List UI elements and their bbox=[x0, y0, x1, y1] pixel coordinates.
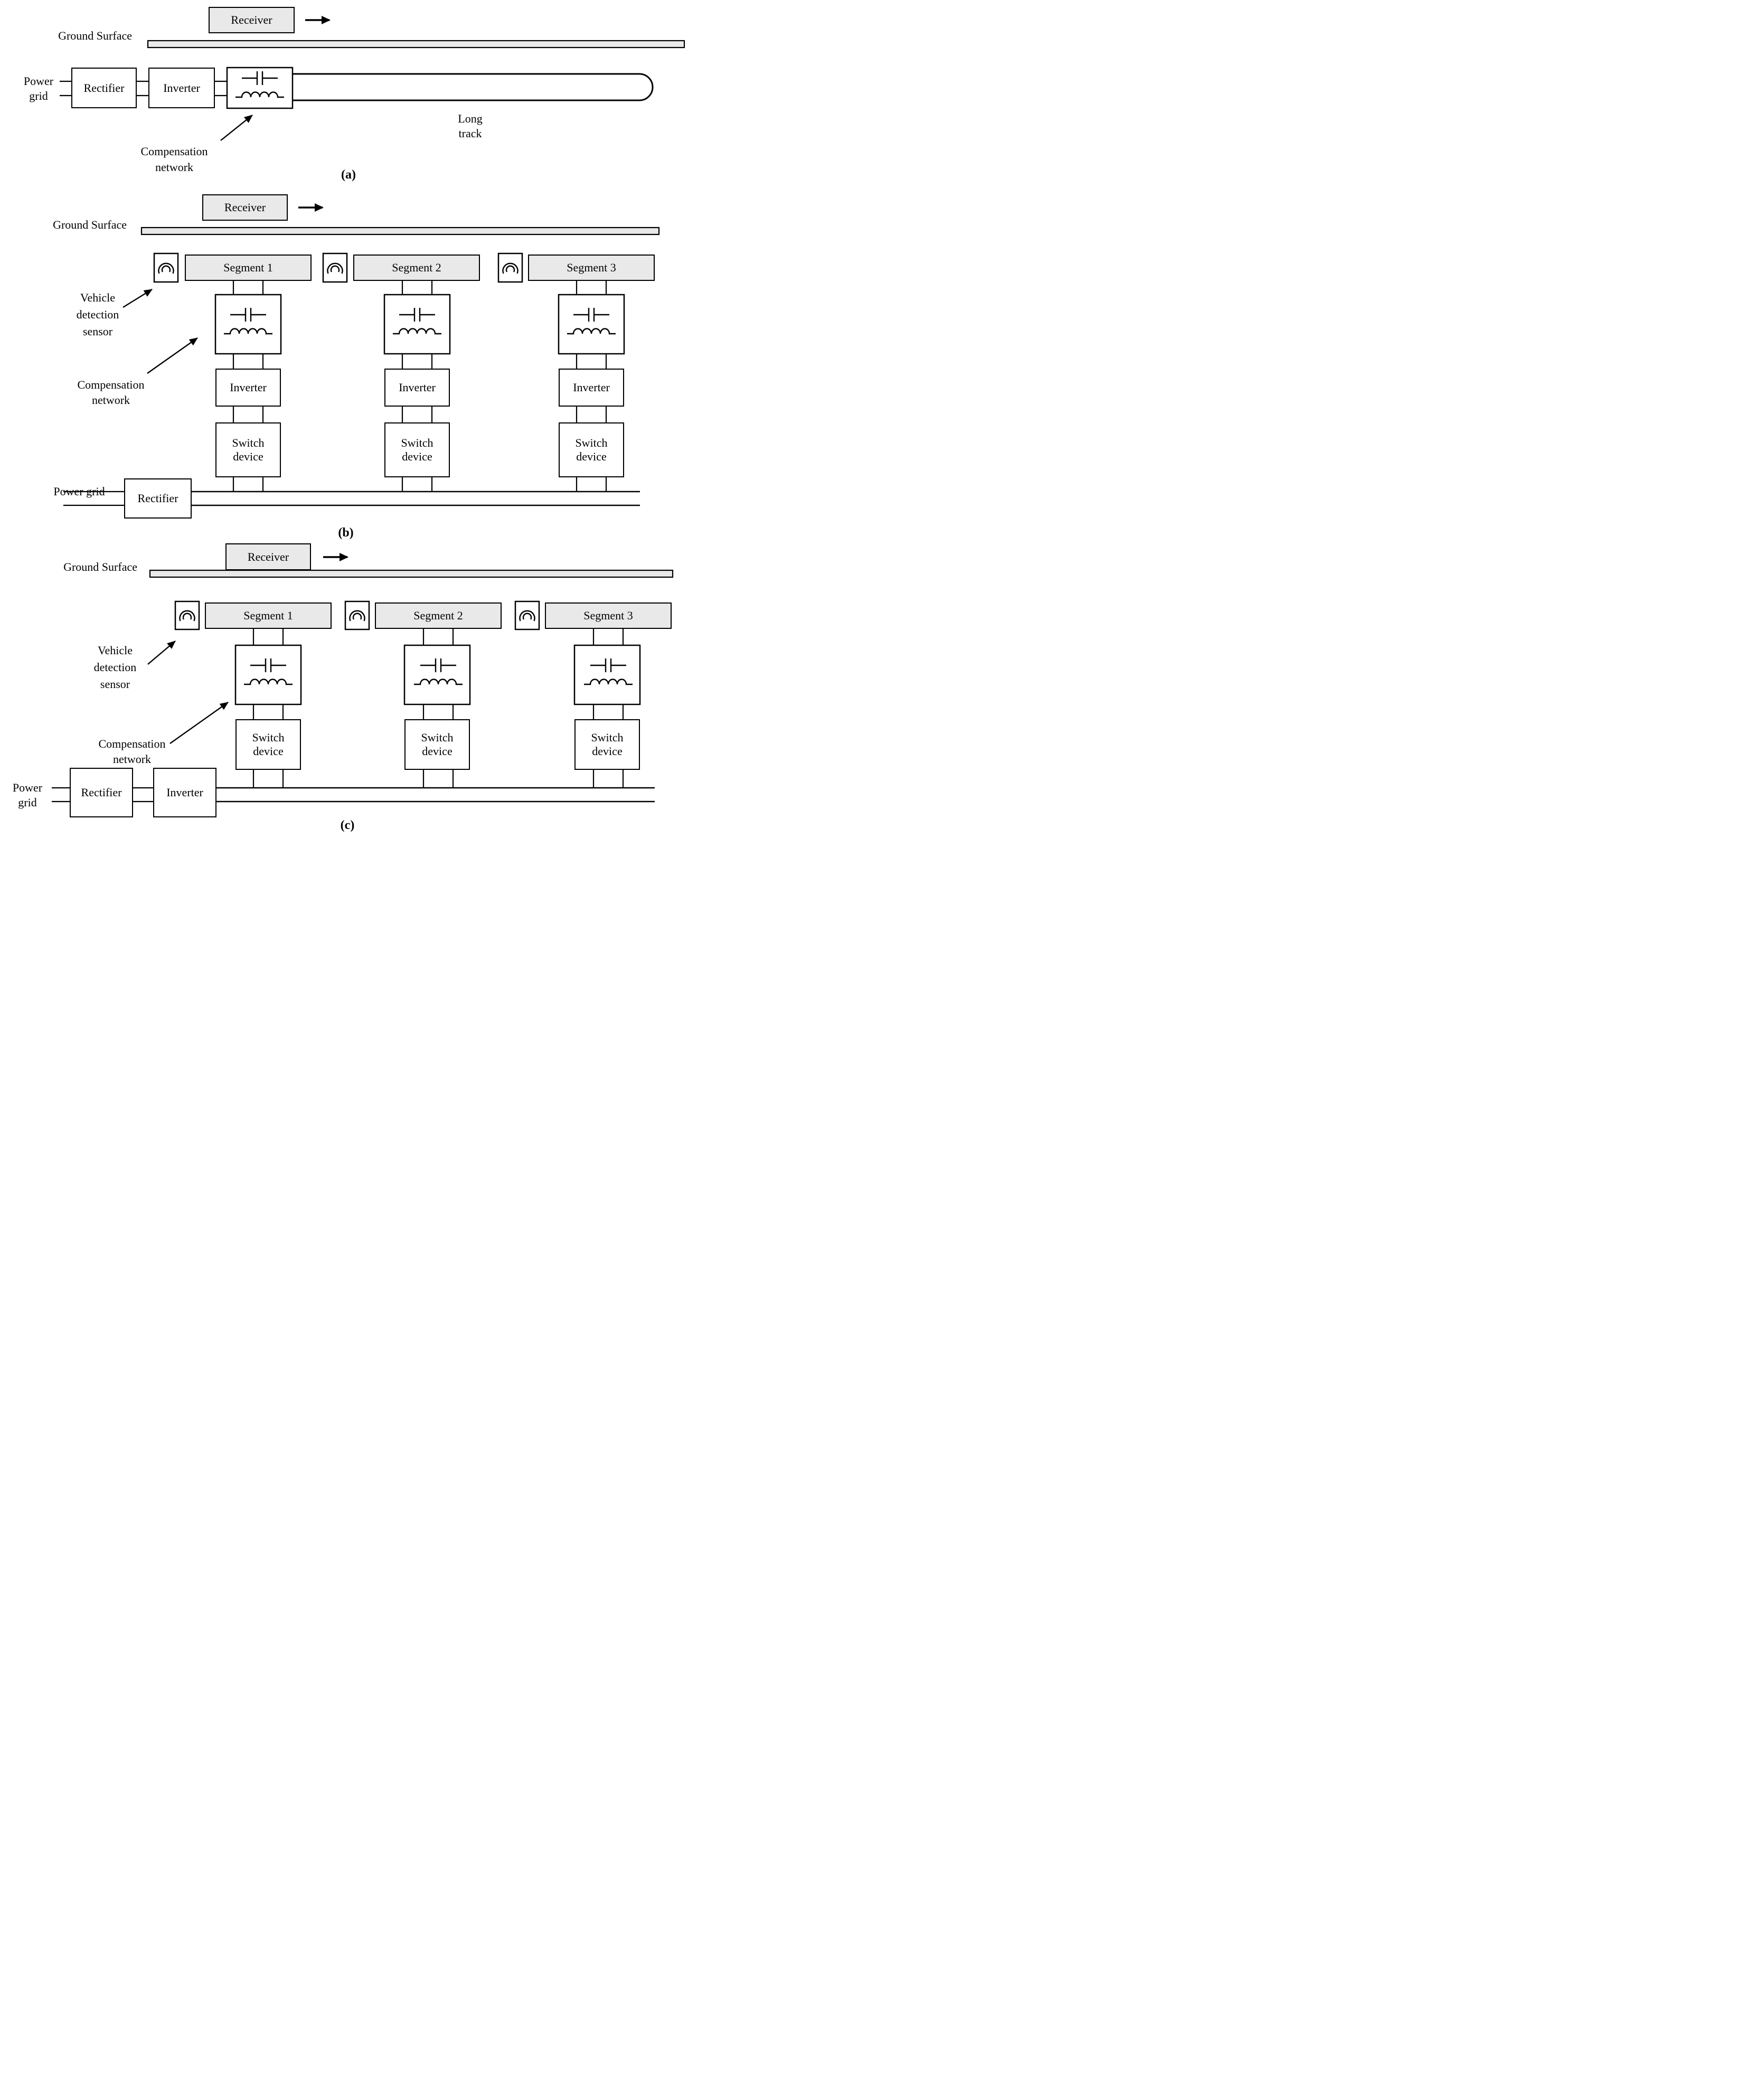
compensation-network-box bbox=[227, 68, 293, 108]
vehicle-sensor-icon bbox=[328, 263, 343, 274]
vehicle-sensor-box bbox=[154, 253, 178, 282]
wireless-charging-track-figure bbox=[0, 0, 701, 840]
switch-device-box: Switch device bbox=[215, 422, 281, 477]
compensation-network-box bbox=[574, 645, 640, 704]
rectifier-box: Rectifier bbox=[70, 768, 133, 817]
power-grid-label: Power grid bbox=[12, 781, 43, 809]
ground-surface-bar bbox=[142, 228, 659, 234]
inverter-box: Inverter bbox=[215, 369, 281, 407]
compensation-network-box bbox=[215, 295, 281, 354]
panel-letter-b: (b) bbox=[338, 526, 354, 540]
long-track-loop bbox=[293, 74, 653, 100]
switch-device-box: Switch device bbox=[559, 422, 624, 477]
receiver-box: Receiver bbox=[225, 543, 311, 570]
vehicle-sensor-box bbox=[345, 601, 369, 629]
compensation-network-box bbox=[559, 295, 624, 354]
vehicle-detection-sensor-label: Vehicle detection sensor bbox=[76, 291, 119, 338]
compensation-symbol-icon bbox=[244, 658, 293, 684]
segment-1-box: Segment 1 bbox=[185, 255, 312, 281]
ground-surface-bar bbox=[150, 570, 673, 577]
vehicle-detection-sensor-label: Vehicle detection sensor bbox=[93, 644, 137, 691]
ground-surface-label: Ground Surface bbox=[53, 218, 127, 231]
inverter-box: Inverter bbox=[148, 68, 215, 108]
ground-surface-label: Ground Surface bbox=[63, 560, 137, 573]
vehicle-sensor-box bbox=[323, 253, 347, 282]
compensation-symbol-icon bbox=[224, 308, 272, 334]
switch-device-box: Switch device bbox=[574, 719, 640, 770]
vehicle-sensor-box bbox=[515, 601, 539, 629]
inverter-box: Inverter bbox=[559, 369, 624, 407]
ground-surface-label: Ground Surface bbox=[58, 29, 132, 42]
vehicle-sensor-icon bbox=[350, 611, 365, 621]
rectifier-box: Rectifier bbox=[124, 478, 192, 519]
vehicle-sensor-icon bbox=[180, 611, 195, 621]
segment-2-box: Segment 2 bbox=[353, 255, 480, 281]
segment-1-box: Segment 1 bbox=[205, 602, 332, 629]
compensation-network-label: Compensation network bbox=[98, 737, 166, 766]
inverter-box: Inverter bbox=[384, 369, 450, 407]
compensation-network-label: Compensation network bbox=[140, 145, 208, 174]
compensation-network-box bbox=[235, 645, 301, 704]
vehicle-sensor-box bbox=[498, 253, 522, 282]
compensation-symbol-icon bbox=[393, 308, 441, 334]
segment-3-box: Segment 3 bbox=[545, 602, 672, 629]
rectifier-box: Rectifier bbox=[71, 68, 137, 108]
segment-2-box: Segment 2 bbox=[375, 602, 502, 629]
pointer-arrow-icon bbox=[221, 115, 252, 140]
segment-3-box: Segment 3 bbox=[528, 255, 655, 281]
vehicle-sensor-box bbox=[175, 601, 199, 629]
switch-device-box: Switch device bbox=[404, 719, 470, 770]
ground-surface-bar bbox=[148, 41, 684, 48]
vehicle-sensor-icon bbox=[520, 611, 535, 621]
vehicle-sensor-icon bbox=[159, 263, 174, 274]
diagram-linework bbox=[0, 0, 701, 840]
compensation-symbol-icon bbox=[584, 658, 633, 684]
power-grid-label: Power grid bbox=[53, 485, 105, 498]
compensation-symbol-icon bbox=[414, 658, 463, 684]
panel-letter-c: (c) bbox=[340, 818, 355, 832]
switch-device-box: Switch device bbox=[384, 422, 450, 477]
inverter-box: Inverter bbox=[153, 768, 216, 817]
receiver-box: Receiver bbox=[202, 194, 288, 221]
compensation-network-box bbox=[404, 645, 470, 704]
pointer-arrow-icon bbox=[147, 338, 197, 373]
switch-device-box: Switch device bbox=[235, 719, 301, 770]
panel-letter-a: (a) bbox=[341, 168, 356, 182]
receiver-box: Receiver bbox=[209, 7, 295, 33]
compensation-symbol-icon bbox=[235, 71, 284, 97]
power-grid-label: Power grid bbox=[23, 74, 54, 102]
compensation-network-box bbox=[384, 295, 450, 354]
compensation-network-label: Compensation network bbox=[77, 378, 145, 407]
compensation-symbol-icon bbox=[567, 308, 616, 334]
long-track-label: Long track bbox=[458, 112, 483, 140]
vehicle-sensor-icon bbox=[503, 263, 518, 274]
